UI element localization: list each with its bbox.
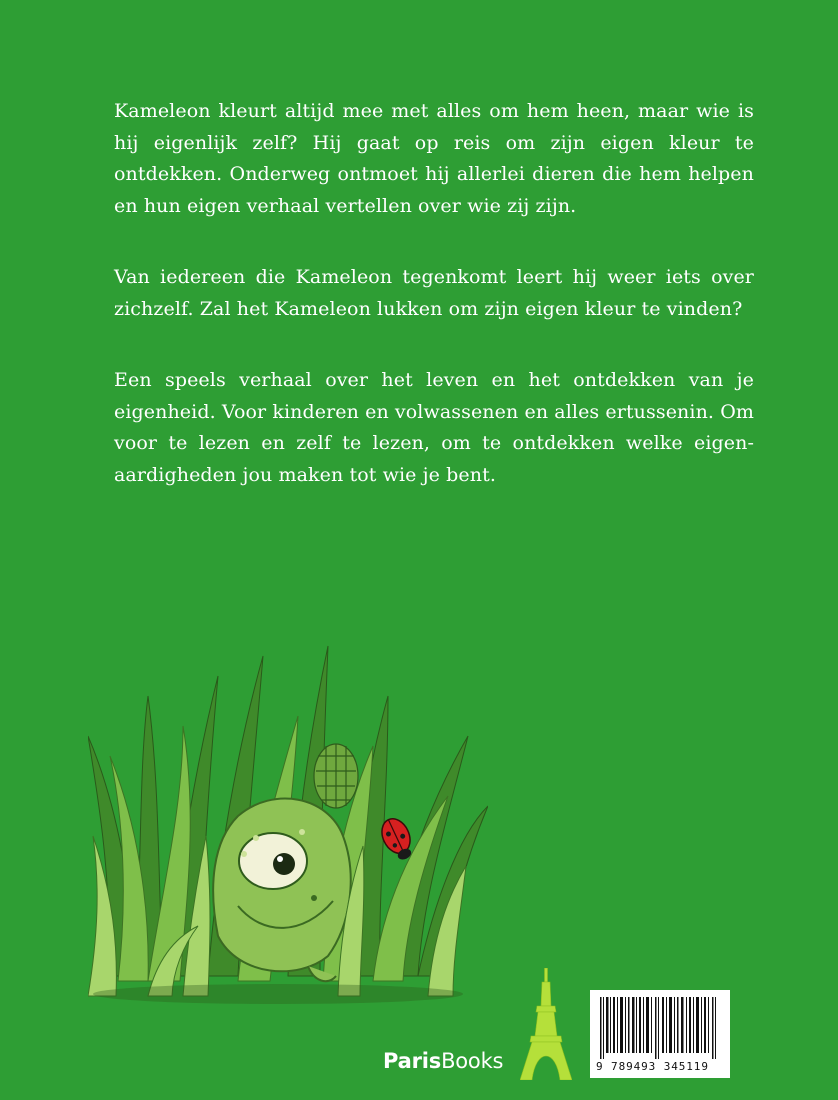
chameleon-in-grass-illustration bbox=[88, 636, 488, 1006]
blurb-paragraph-1: Kameleon kleurt altijd mee met alles om hem heen, maar wie is hij eigenlijk zelf? Hij gaat op reis om zijn eigen kleur te ontdekken. Onderweg ontmoet hij allerlei dieren die hem helpen en hun eigen verhaal vertellen over wie zij zijn. bbox=[114, 100, 754, 217]
isbn-digits: 9 789493 345119 bbox=[596, 1060, 709, 1073]
back-cover-blurb bbox=[114, 96, 754, 531]
chameleon bbox=[213, 799, 351, 982]
isbn-barcode bbox=[590, 990, 730, 1078]
barcode-bars bbox=[598, 997, 722, 1059]
eiffel-tower-icon bbox=[520, 968, 572, 1080]
blurb-paragraph-2: Van iedereen die Kameleon tegenkomt leert hij weer iets over zichzelf. Zal het Kameleon lukken om zijn eigen kleur te vinden? bbox=[114, 266, 754, 320]
pine-cone bbox=[314, 744, 358, 808]
blurb-paragraph-3: Een speels verhaal over het leven en het ontdekken van je eigenheid. Voor kinderen en volwassenen en alles ertussenin. Om voor te lezen en zelf te lezen, om te ontdekken welke eigen-aardigheden jou maken tot wie je bent. bbox=[114, 369, 754, 486]
publisher-name-bold: Paris bbox=[383, 1049, 442, 1073]
publisher-logo bbox=[383, 1049, 503, 1073]
publisher-name-regular: Books bbox=[441, 1049, 504, 1073]
